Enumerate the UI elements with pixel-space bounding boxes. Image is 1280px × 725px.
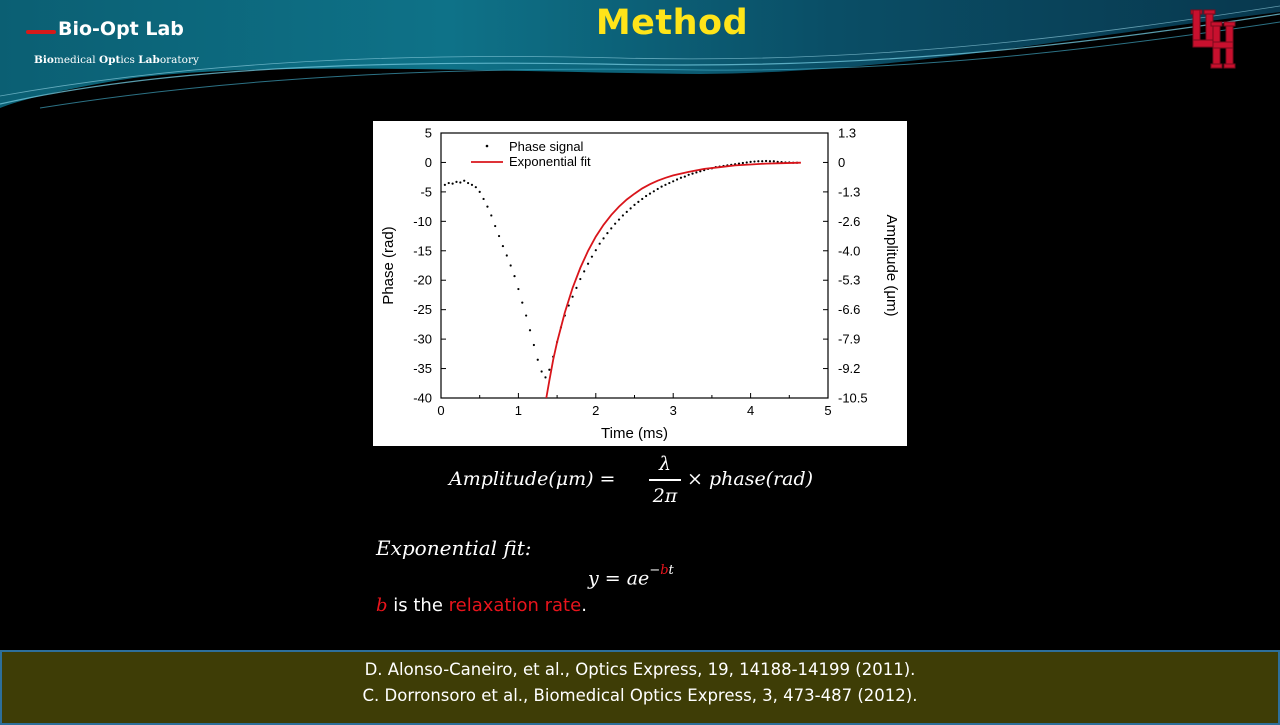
phase-signal-point: [517, 288, 519, 290]
y-tick-label: -10: [413, 213, 432, 229]
phase-signal-point: [525, 314, 527, 316]
fit-description: b is the relaxation rate.: [376, 595, 587, 616]
phase-signal-point: [630, 207, 632, 209]
phase-signal-point: [479, 191, 481, 193]
exponential-fit-line: [546, 163, 801, 398]
b-variable: b: [376, 595, 388, 616]
phase-amplitude-chart: [373, 121, 907, 446]
phase-signal-point: [467, 182, 469, 184]
fit-equation: [588, 563, 674, 590]
phase-signal-point: [610, 227, 612, 229]
logo-subtitle: Biomedical Optics Laboratory: [34, 54, 199, 66]
phase-signal-point: [599, 243, 601, 245]
fraction-numerator: λ: [658, 453, 672, 475]
phase-signal-point: [626, 211, 628, 213]
y2-axis-label: Amplitude (μm): [883, 214, 900, 317]
amplitude-equation: [449, 450, 849, 512]
phase-signal-point: [541, 370, 543, 372]
x-tick-label: 0: [437, 403, 445, 418]
exponent-b: b: [660, 563, 669, 578]
legend-phase-marker: [486, 145, 489, 148]
phase-signal-point: [448, 182, 450, 184]
phase-signal-point: [544, 376, 546, 378]
reference-1: D. Alonso-Caneiro, et al., Optics Express, 19, 14188-14199 (2011).: [364, 660, 916, 679]
relaxation-rate-text: relaxation rate: [448, 595, 582, 616]
phase-signal-point: [742, 162, 744, 164]
phase-signal-point: [664, 184, 666, 186]
fit-equation-base: y = ae: [588, 567, 650, 590]
fit-heading: Exponential fit:: [376, 536, 532, 560]
phase-signal-point: [595, 249, 597, 251]
phase-signal-point: [633, 204, 635, 206]
phase-signal-point: [579, 278, 581, 280]
phase-signal-point: [455, 181, 457, 183]
phase-signal-point: [672, 180, 674, 182]
phase-signal-point: [769, 160, 771, 162]
phase-signal-point: [618, 218, 620, 220]
y-tick-label: -5: [420, 184, 432, 200]
phase-signal-point: [452, 183, 454, 185]
phase-signal-point: [475, 186, 477, 188]
y2-tick-label: 1.3: [838, 125, 857, 141]
y-tick-label: -30: [413, 331, 432, 347]
phase-signal-point: [591, 256, 593, 258]
phase-signal-point: [645, 195, 647, 197]
reference-2: C. Dorronsoro et al., Biomedical Optics Express, 3, 473-487 (2012).: [362, 686, 918, 705]
phase-signal-point: [459, 181, 461, 183]
phase-signal-point: [513, 275, 515, 277]
y-tick-label: -40: [413, 390, 432, 406]
x-tick-label: 3: [669, 403, 677, 418]
phase-signal-point: [494, 225, 496, 227]
phase-signal-point: [614, 223, 616, 225]
y-tick-label: 0: [424, 154, 432, 170]
x-tick-label: 1: [514, 403, 523, 418]
y-axis-label: Phase (rad): [380, 226, 397, 305]
phase-signal-point: [750, 161, 752, 163]
phase-signal-point: [622, 214, 624, 216]
phase-signal-point: [657, 188, 659, 190]
y2-tick-label: -6.6: [838, 302, 861, 318]
y2-tick-label: -9.2: [838, 361, 861, 377]
phase-signal-point: [521, 302, 523, 304]
phase-signal-point: [637, 201, 639, 203]
phase-signal-point: [680, 177, 682, 179]
phase-signal-point: [688, 174, 690, 176]
x-axis-label: Time (ms): [601, 425, 668, 442]
y-tick-label: -20: [413, 272, 432, 288]
phase-signal-point: [753, 160, 755, 162]
amplitude-equation-rhs: [687, 468, 813, 490]
phase-signal-point: [660, 185, 662, 187]
phase-term: phase(rad): [702, 468, 814, 490]
phase-signal-point: [529, 329, 531, 331]
phase-signal-point: [587, 263, 589, 265]
times-symbol: ×: [687, 468, 703, 490]
phase-signal-point: [773, 160, 775, 162]
phase-signal-point: [463, 180, 465, 182]
phase-signal-point: [571, 296, 573, 298]
y2-tick-label: -4.0: [838, 243, 861, 259]
legend-exponential-fit: Exponential fit: [509, 154, 591, 169]
x-tick-label: 4: [746, 403, 755, 418]
logo-text: Bio-Opt Lab: [58, 18, 184, 40]
phase-signal-point: [695, 171, 697, 173]
fit-equation-exponent: −bt: [649, 563, 674, 578]
x-tick-label: 5: [824, 403, 832, 418]
phase-signal-point: [490, 214, 492, 216]
y2-tick-label: -5.3: [838, 272, 861, 288]
chart-svg: [373, 121, 907, 446]
phase-signal-point: [676, 178, 678, 180]
wavelength-fraction: [649, 452, 681, 508]
phase-signal-point: [691, 173, 693, 175]
y2-tick-label: -10.5: [838, 390, 868, 406]
phase-signal-point: [746, 161, 748, 163]
phase-signal-point: [510, 264, 512, 266]
phase-signal-point: [537, 359, 539, 361]
fraction-bar: [649, 479, 681, 481]
references-footer: [0, 650, 1280, 725]
phase-signal-point: [757, 160, 759, 162]
amplitude-equation-lhs: Amplitude(μm) =: [449, 468, 616, 490]
phase-signal-point: [548, 369, 550, 371]
phase-signal-point: [502, 245, 504, 247]
phase-signal-point: [482, 198, 484, 200]
y-tick-label: 5: [424, 125, 432, 141]
phase-signal-point: [649, 193, 651, 195]
y-tick-label: -15: [413, 243, 432, 259]
phase-signal-point: [761, 160, 763, 162]
phase-signal-point: [641, 198, 643, 200]
x-tick-label: 2: [592, 403, 600, 418]
y2-tick-label: -7.9: [838, 331, 861, 347]
phase-signal-point: [765, 160, 767, 162]
phase-signal-point: [533, 344, 535, 346]
phase-signal-point: [486, 206, 488, 208]
phase-signal-point: [653, 190, 655, 192]
phase-signal-point: [668, 182, 670, 184]
y2-tick-label: 0: [838, 154, 846, 170]
y-tick-label: -35: [413, 361, 432, 377]
slide-title: Method: [595, 3, 749, 43]
phase-signal-point: [602, 237, 604, 239]
y2-tick-label: -1.3: [838, 184, 861, 200]
phase-signal-point: [684, 175, 686, 177]
y-tick-label: -25: [413, 302, 432, 318]
fraction-denominator: 2π: [652, 484, 678, 507]
phase-signal-point: [444, 184, 446, 186]
phase-signal-point: [583, 270, 585, 272]
phase-signal-point: [498, 235, 500, 237]
plot-frame: [441, 133, 828, 398]
phase-signal-point: [575, 287, 577, 289]
phase-signal-point: [506, 254, 508, 256]
phase-signal-point: [471, 184, 473, 186]
y2-tick-label: -2.6: [838, 213, 861, 229]
uh-logo: [1188, 4, 1240, 72]
legend-phase-signal: Phase signal: [509, 139, 584, 154]
phase-signal-point: [606, 232, 608, 234]
